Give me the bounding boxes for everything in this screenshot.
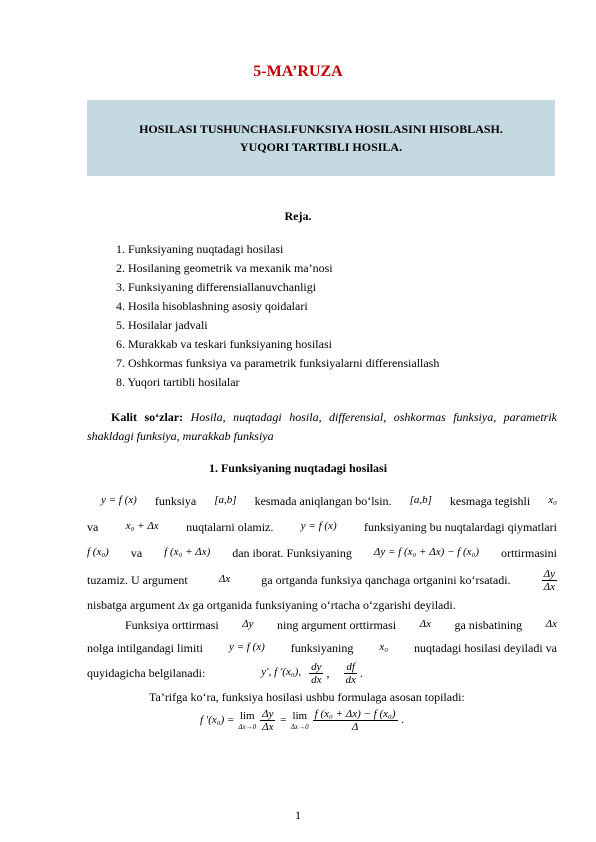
math-expr: y = f (x) (300, 520, 337, 532)
limit-subscript: Δx→0 (290, 722, 309, 731)
text-run: ga ortganda funksiya qanchaga ortganini ko‘rsatadi. (261, 572, 511, 587)
derivative-formula (200, 708, 404, 733)
math-expr: x₀ (548, 494, 557, 506)
limit-operator (291, 710, 309, 732)
plan-item: 5. Hosilalar jadvali (116, 318, 208, 332)
text-run: quyidagicha belgilanadi: (87, 665, 206, 680)
text-run: kesmaga tegishli (449, 494, 531, 508)
text-run: funksiya (154, 494, 197, 508)
keywords-paragraph (87, 408, 557, 446)
section-heading: 1. Funksiyaning nuqtadagi hosilasi (208, 461, 388, 475)
plan-heading: Reja. (284, 209, 312, 223)
comma: , (326, 665, 330, 680)
text-run: ga nisbatining (454, 618, 523, 632)
fraction-numerator: Δy (262, 708, 274, 720)
math-expr: Δy = f (x₀ + Δx) − f (x₀) (373, 546, 479, 558)
topic-header-box (87, 100, 555, 176)
body-line-2 (87, 520, 557, 534)
text-run: nolga intilgandagi limiti (87, 641, 203, 655)
df-dx-fraction (343, 661, 357, 686)
limit-operator (238, 710, 256, 732)
plan-item: 2. Hosilaning geometrik va mexanik ma’nosi (116, 261, 333, 275)
text-run: va (87, 520, 99, 534)
math-expr: y′, f ′(x₀), (261, 666, 302, 679)
plan-item: 3. Funksiyaning differensiallanuvchanligi (116, 280, 317, 294)
topic-line-1: HOSILASI TUSHUNCHASI.FUNKSIYA HOSILASINI HISOBLASH. (139, 122, 503, 136)
body-line-5 (87, 598, 557, 613)
text-run: tuzamiz. U argument (87, 572, 188, 587)
text-run: Funksiya orttirmasi (125, 618, 219, 632)
plan-item: 4. Hosila hisoblashning asosiy qoidalari (116, 299, 308, 313)
text-run: nisbatga argument (87, 598, 179, 612)
fraction-denominator: dx (345, 673, 356, 686)
text-run: va (130, 546, 143, 560)
formula-fraction-1 (260, 708, 275, 733)
ratio-fraction (542, 568, 557, 593)
fraction-denominator: dx (311, 673, 322, 686)
plan-list (116, 240, 439, 392)
fraction-numerator: f (x₀ + Δx) − f (x₀) (314, 708, 396, 720)
math-expr: Δx (419, 618, 431, 630)
period: . (359, 665, 363, 680)
math-expr: [a,b] (409, 494, 432, 506)
lecture-title: 5-MA’RUZA (253, 63, 343, 80)
math-expr: f (x₀) (87, 546, 109, 558)
plan-item: 6. Murakkab va teskari funksiyaning hosilasi (116, 337, 332, 351)
page-number: 1 (295, 808, 301, 822)
text-run: funksiyaning bu nuqtalardagi qiymatlari (364, 520, 557, 534)
math-expr: Δx (218, 573, 231, 586)
fraction-numerator: df (346, 660, 355, 673)
dy-dx-fraction (309, 661, 323, 686)
limit-subscript: Δx→0 (238, 722, 257, 731)
math-expr: Δx (545, 618, 557, 630)
text-run: dan iborat. Funksiyaning (232, 546, 352, 560)
math-expr: x₀ (379, 641, 389, 653)
text-run: ga ortganida funksiyaning o‘rtacha o‘zgarishi deyiladi. (189, 598, 456, 612)
body-line-3 (87, 546, 557, 560)
fraction-numerator: dy (311, 660, 322, 673)
body-line-4 (87, 566, 557, 594)
math-expr: f (x₀ + Δx) (164, 546, 211, 558)
equals-sign: = (279, 713, 287, 726)
text-run: kesmada aniqlangan bo‘lsin. (254, 494, 392, 508)
formula-lhs: f ′(x₀) = (200, 713, 235, 726)
text-run: funksiyaning (290, 641, 354, 655)
plan-item: 7. Oshkormas funksiya va parametrik funksiyalarni differensiallash (116, 356, 440, 370)
math-expr: y = f (x) (228, 641, 265, 653)
body-line-1 (101, 494, 557, 508)
math-expr: [a,b] (214, 494, 237, 506)
keywords-text: Hosila, nuqtadagi hosila, differensial, oshkormas funksiya, parametrik shakldagi funksiya, murakkab funksiya (87, 410, 558, 443)
limit-word: lim (239, 709, 255, 722)
period: . (401, 713, 405, 726)
text-run: nuqtadagi hosilasi deyiladi va (414, 641, 557, 655)
body-line-7 (87, 641, 557, 655)
math-expr: y = f (x) (101, 494, 137, 506)
limit-word: lim (292, 709, 308, 722)
text-run: nuqtalarni olamiz. (186, 520, 274, 534)
keywords-label: Kalit so‘zlar: (111, 410, 184, 424)
topic-line-2: YUQORI TARTIBLI HOSILA. (239, 140, 403, 154)
plan-item: 8. Yuqori tartibli hosilalar (116, 375, 240, 389)
fraction-denominator: Δx (262, 721, 274, 733)
math-expr: Δy (242, 618, 254, 630)
body-line-6 (125, 618, 557, 632)
formula-fraction-2 (313, 708, 398, 733)
text-run: orttirmasini (500, 546, 557, 560)
math-expr: Δx (178, 600, 190, 612)
text-run: ning argument orttirmasi (277, 618, 397, 632)
body-line-8 (87, 659, 557, 687)
body-line-9: Ta’rifga ko‘ra, funksiya hosilasi ushbu formulaga asosan topiladi: (149, 690, 465, 704)
fraction-numerator: Δy (543, 567, 555, 580)
fraction-denominator: Δ (351, 721, 359, 733)
fraction-denominator: Δx (543, 580, 555, 593)
math-expr: x₀ + Δx (125, 520, 159, 532)
plan-item: 1. Funksiyaning nuqtadagi hosilasi (116, 242, 284, 256)
